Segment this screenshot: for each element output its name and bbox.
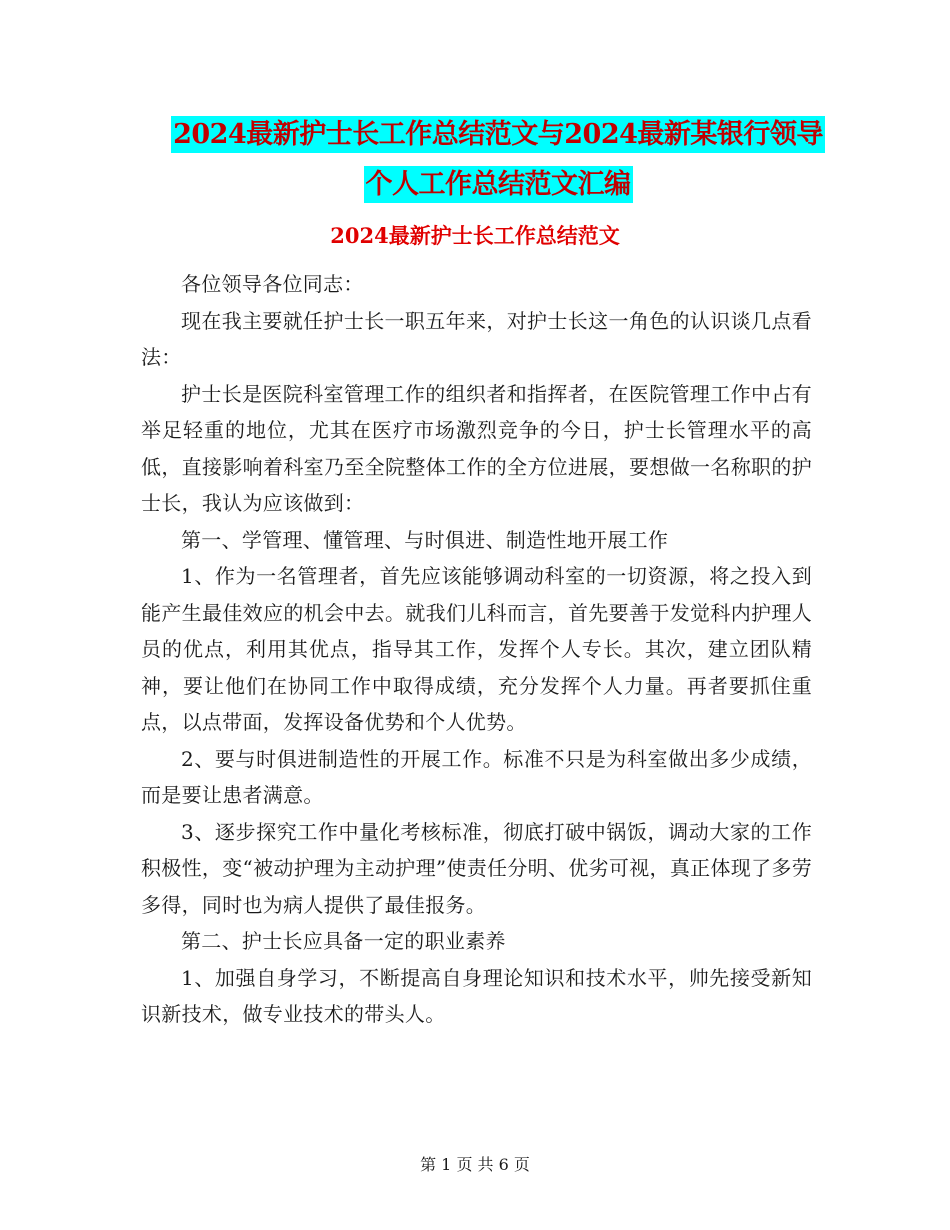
paragraph: 各位领导各位同志： (181, 272, 364, 296)
section-title: 2024最新护士长工作总结范文 (330, 223, 620, 248)
paragraph: 1、作为一名管理者，首先应该能够调动科室的一切资源，将之投入到能产生最佳效应的机会中去。就我们儿科而言，首先要善于发觉科内护理人员的优点，利用其优点，指导其工作，发挥个人专长。其次，建立团队精神，要让他们在协同工作中取得成绩，充分发挥个人力量。再者要抓住重点，以点带面，发挥设备优势和个人优势。 (141, 564, 812, 734)
page-footer: 第 1 页 共 6 页 (420, 1155, 530, 1174)
paragraph: 护士长是医院科室管理工作的组织者和指挥者，在医院管理工作中占有举足轻重的地位，尤其在医疗市场激烈竞争的今日，护士长管理水平的高低，直接影响着科室乃至全院整体工作的全方位进展，要想做一名称职的护士长，我认为应该做到： (141, 381, 812, 515)
document-body (141, 266, 812, 1033)
paragraph: 现在我主要就任护士长一职五年来，对护士长这一角色的认识谈几点看法： (141, 308, 812, 369)
document-title (140, 110, 856, 210)
paragraph: 1、加强自身学习，不断提高自身理论知识和技术水平，帅先接受新知识新技术，做专业技术的带头人。 (141, 965, 812, 1026)
paragraph: 2、要与时俱进制造性的开展工作。标准不只是为科室做出多少成绩，而是要让患者满意。 (141, 746, 812, 807)
document-title-line-2: 个人工作总结范文汇编 (364, 166, 633, 203)
paragraph: 第一、学管理、懂管理、与时俱进、制造性地开展工作 (181, 527, 669, 552)
paragraph: 第二、护士长应具备一定的职业素养 (181, 929, 506, 953)
document-title-line-1: 2024最新护士长工作总结范文与2024最新某银行领导 (171, 116, 825, 153)
paragraph: 3、逐步探究工作中量化考核标准，彻底打破中锅饭，调动大家的工作积极性，变“被动护理为主动护理”使责任分明、优劣可视，真正体现了多劳多得，同时也为病人提供了最佳报务。 (141, 819, 812, 917)
